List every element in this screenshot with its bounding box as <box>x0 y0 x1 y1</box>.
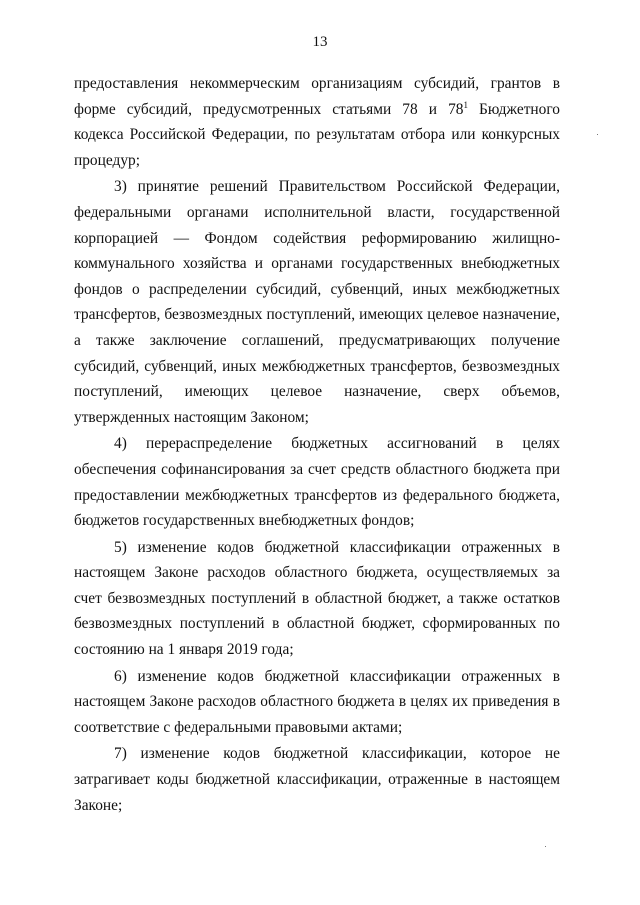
document-body <box>74 71 560 818</box>
page-number: 13 <box>312 34 328 50</box>
superscript: 1 <box>463 99 468 110</box>
scan-speck <box>597 134 598 135</box>
paragraph-item-6: 6) изменение кодов бюджетной классификации отраженных в настоящем Законе расходов областного бюджета в целях их приведения в соответствие с федеральными правовыми актами; <box>74 667 560 736</box>
paragraph-item-3: 3) принятие решений Правительством Российской Федерации, федеральными органами исполнительной власти, государственной корпорацией — Фондом содействия реформированию жилищно-коммунального хозяйства и органами государственных внебюджетных фондов о распределении субсидий, субвенций, иных межбюджетных трансфертов, безвозмездных поступлений, имеющих целевое назначение, а также заключение соглашений, предусматривающих получение субсидий, субвенций, иных межбюджетных трансфертов, безвозмездных поступлений, имеющих целевое назначение, сверх объемов, утвержденных настоящим Законом; <box>74 178 560 426</box>
paragraph-item-4: 4) перераспределение бюджетных ассигнований в целях обеспечения софинансирования за счет средств областного бюджета при предоставлении межбюджетных трансфертов из федерального бюджета, бюджетов государственных внебюджетных фондов; <box>74 435 560 530</box>
paragraph-item-7: 7) изменение кодов бюджетной классификации, которое не затрагивает коды бюджетной классификации, отраженные в настоящем Законе; <box>74 745 560 814</box>
paragraph-text: предоставления некоммерческим организациям субсидий, грантов в форме субсидий, предусмотренных статьями 78 и 78 <box>74 75 560 118</box>
scan-speck <box>545 846 546 847</box>
paragraph-item-5: 5) изменение кодов бюджетной классификации отраженных в настоящем Законе расходов областного бюджета, осуществляемых за счет безвозмездных поступлений в областной бюджет, а также остатков безвозмездных поступлений в областной бюджет, сформированных по состоянию на 1 января 2019 года; <box>74 538 560 659</box>
paragraph-continuation <box>74 71 560 173</box>
paragraph-text: Бюджетного кодекса Российской Федерации, по результатам отбора или конкурсных процедур; <box>74 100 560 169</box>
